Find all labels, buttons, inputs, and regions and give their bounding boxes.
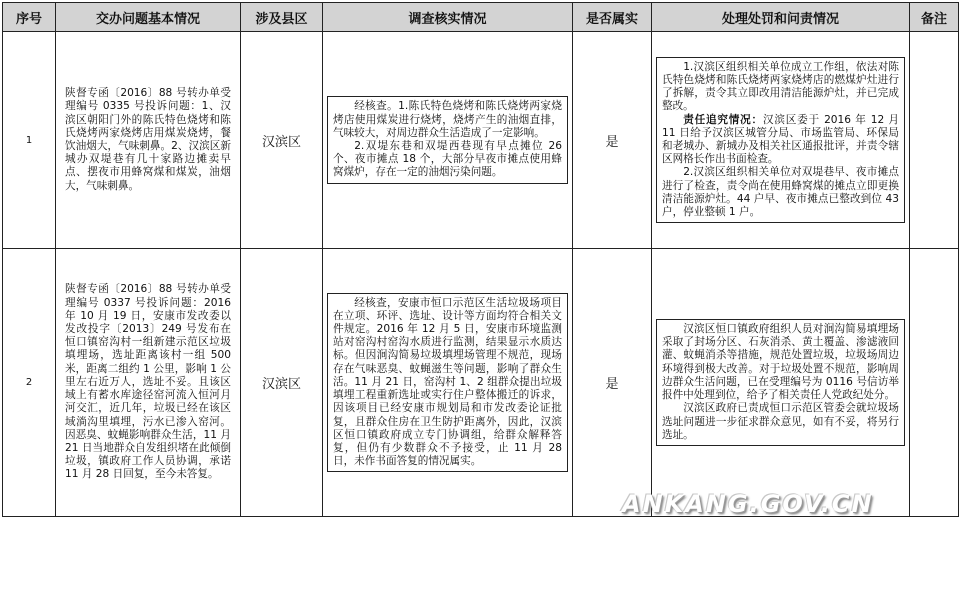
row-basic-text: 陕督专函〔2016〕88 号转办单受理编号 0335 号投诉问题：1、汉滨区朝阳门外的陈氏特色烧烤和陈氏烧烤两家烧烤店用煤炭烧烤，餐饮油烟大，气味刺鼻。2、汉滨区新城办双堤巷有几十家路边摊卖早点、摆夜市用蜂窝煤和煤炭，油烟大，气味刺鼻。 bbox=[65, 87, 231, 192]
investigation-paragraph: 经核查，安康市恒口示范区生活垃圾场项目在立项、环评、选址、设计等方面均符合相关文件规定。2016 年 12 月 5 日，安康市环境监测站对窑沟村窑沟水质进行监测，结果显示水质达标。但因涧沟简易垃圾填埋场管理不规范，现场存在气味恶臭、蚊蝇滋生等问题，影响了群众生活。11 月 21 日，窑沟村 1、2 组群众提出垃圾填埋工程重新选址或实行住户整体搬迁的诉求，因该项目已经安康市规划局和市发改委论证批复，且群众住房在卫生防护距离外，因此，汉滨区恒口镇政府成立专门协调组，给群众解释答复，但仍有少数群众不予接受，止 11 月 28 日，未作书面答复的情况属实。 bbox=[333, 296, 562, 468]
handling-paragraph: 2.汉滨区组织相关单位对双堤巷早、夜市摊点进行了检查，责令尚在使用蜂窝煤的摊点立即更换清洁能源炉灶。44 户早、夜市摊点已整改到位 43 户，停业整顿 1 户。 bbox=[662, 166, 899, 219]
row-investigation-box bbox=[327, 293, 568, 473]
header-handling: 处理处罚和问责情况 bbox=[652, 3, 910, 32]
site-watermark: ANKANG.GOV.CN bbox=[622, 490, 874, 518]
row-no: 2 bbox=[3, 249, 56, 517]
row-basic-text: 陕督专函〔2016〕88 号转办单受理编号 0337 号投诉问题：2016 年 10 月 19 日，安康市发改委以发改投字〔2013〕249 号发布在恒口镇窑沟村一组新建示范区垃圾填埋场，选址距离该村一组 500 米，距离二组约 1 公里，影响 1 公里左右近万人，选址不妥。且该区域上有蓄水库途径窑河流入恒河月河交汇，近几年，垃圾已经在该区域淌沟里填埋，污水已渗入窑河。因恶臭、蚊蝇影响群众生活，11 月 21 日当地群众自发组织堵在此倾倒垃圾，镇政府工作人员协调，承诺 11 月 28 日回复，至今未答复。 bbox=[65, 283, 231, 481]
row-handling-box bbox=[656, 319, 905, 446]
header-row bbox=[3, 3, 959, 32]
investigation-paragraph: 经核查。1.陈氏特色烧烤和陈氏烧烤两家烧烤店使用煤炭进行烧烤，烧烤产生的油烟直排，气味较大，对周边群众生活造成了一定影响。 bbox=[333, 100, 562, 139]
handling-paragraph: 汉滨区恒口镇政府组织人员对涧沟简易填埋场采取了封场分区、石灰消杀、黄土覆盖、渗滤液回灌、蚊蝇消杀等措施，规范处置垃圾，垃圾场周边环境得到极大改善。对于垃圾处置不规范，影响周边群众生活问题，已在受理编号为 0116 号信访举报件中处理到位，给予了相关责任人党政纪处分。 bbox=[662, 323, 899, 402]
row-investigation-cell bbox=[323, 249, 573, 517]
investigation-paragraph: 2.双堤东巷和双堤西巷现有早点摊位 26 个、夜市摊点 18 个，大部分早夜市摊点使用蜂窝煤炉，存在一定的油烟污染问题。 bbox=[333, 140, 562, 179]
header-investigation: 调查核实情况 bbox=[323, 3, 573, 32]
handling-paragraph: 1.汉滨区组织相关单位成立工作组，依法对陈氏特色烧烤和陈氏烧烤两家烧烤店的燃煤炉灶进行了拆解，责令其立即改用清洁能源炉灶，并已完成整改。 bbox=[662, 60, 899, 113]
header-no: 序号 bbox=[3, 3, 56, 32]
row-handling-cell bbox=[652, 249, 910, 517]
row-no: 1 bbox=[3, 32, 56, 249]
table-row bbox=[3, 249, 959, 517]
row-remark bbox=[910, 249, 959, 517]
row-investigation-box bbox=[327, 96, 568, 183]
row-basic-cell bbox=[56, 32, 241, 249]
table-row bbox=[3, 32, 959, 249]
header-basic: 交办问题基本情况 bbox=[56, 3, 241, 32]
row-investigation-cell bbox=[323, 32, 573, 249]
supervision-table bbox=[2, 2, 959, 517]
row-basic-cell bbox=[56, 249, 241, 517]
handling-paragraph bbox=[662, 114, 899, 167]
row-county: 汉滨区 bbox=[241, 32, 323, 249]
handling-paragraph: 汉滨区政府已责成恒口示范区管委会就垃圾场选址问题进一步征求群众意见，如有不妥，将另行选址。 bbox=[662, 402, 899, 441]
accountability-label: 责任追究情况： bbox=[683, 113, 763, 126]
row-remark bbox=[910, 32, 959, 249]
row-handling-cell bbox=[652, 32, 910, 249]
header-remark: 备注 bbox=[910, 3, 959, 32]
header-county: 涉及县区 bbox=[241, 3, 323, 32]
header-belongs: 是否属实 bbox=[573, 3, 652, 32]
row-belongs: 是 bbox=[573, 32, 652, 249]
row-handling-box bbox=[656, 57, 905, 223]
accountability-text: 汉滨区委于 2016 年 12 月 11 日给予汉滨区城管分局、市场监管局、环保局和老城办、新城办及相关社区通报批评，并责令辖区网格长作出书面检查。 bbox=[662, 113, 899, 166]
row-county: 汉滨区 bbox=[241, 249, 323, 517]
row-belongs: 是 bbox=[573, 249, 652, 517]
